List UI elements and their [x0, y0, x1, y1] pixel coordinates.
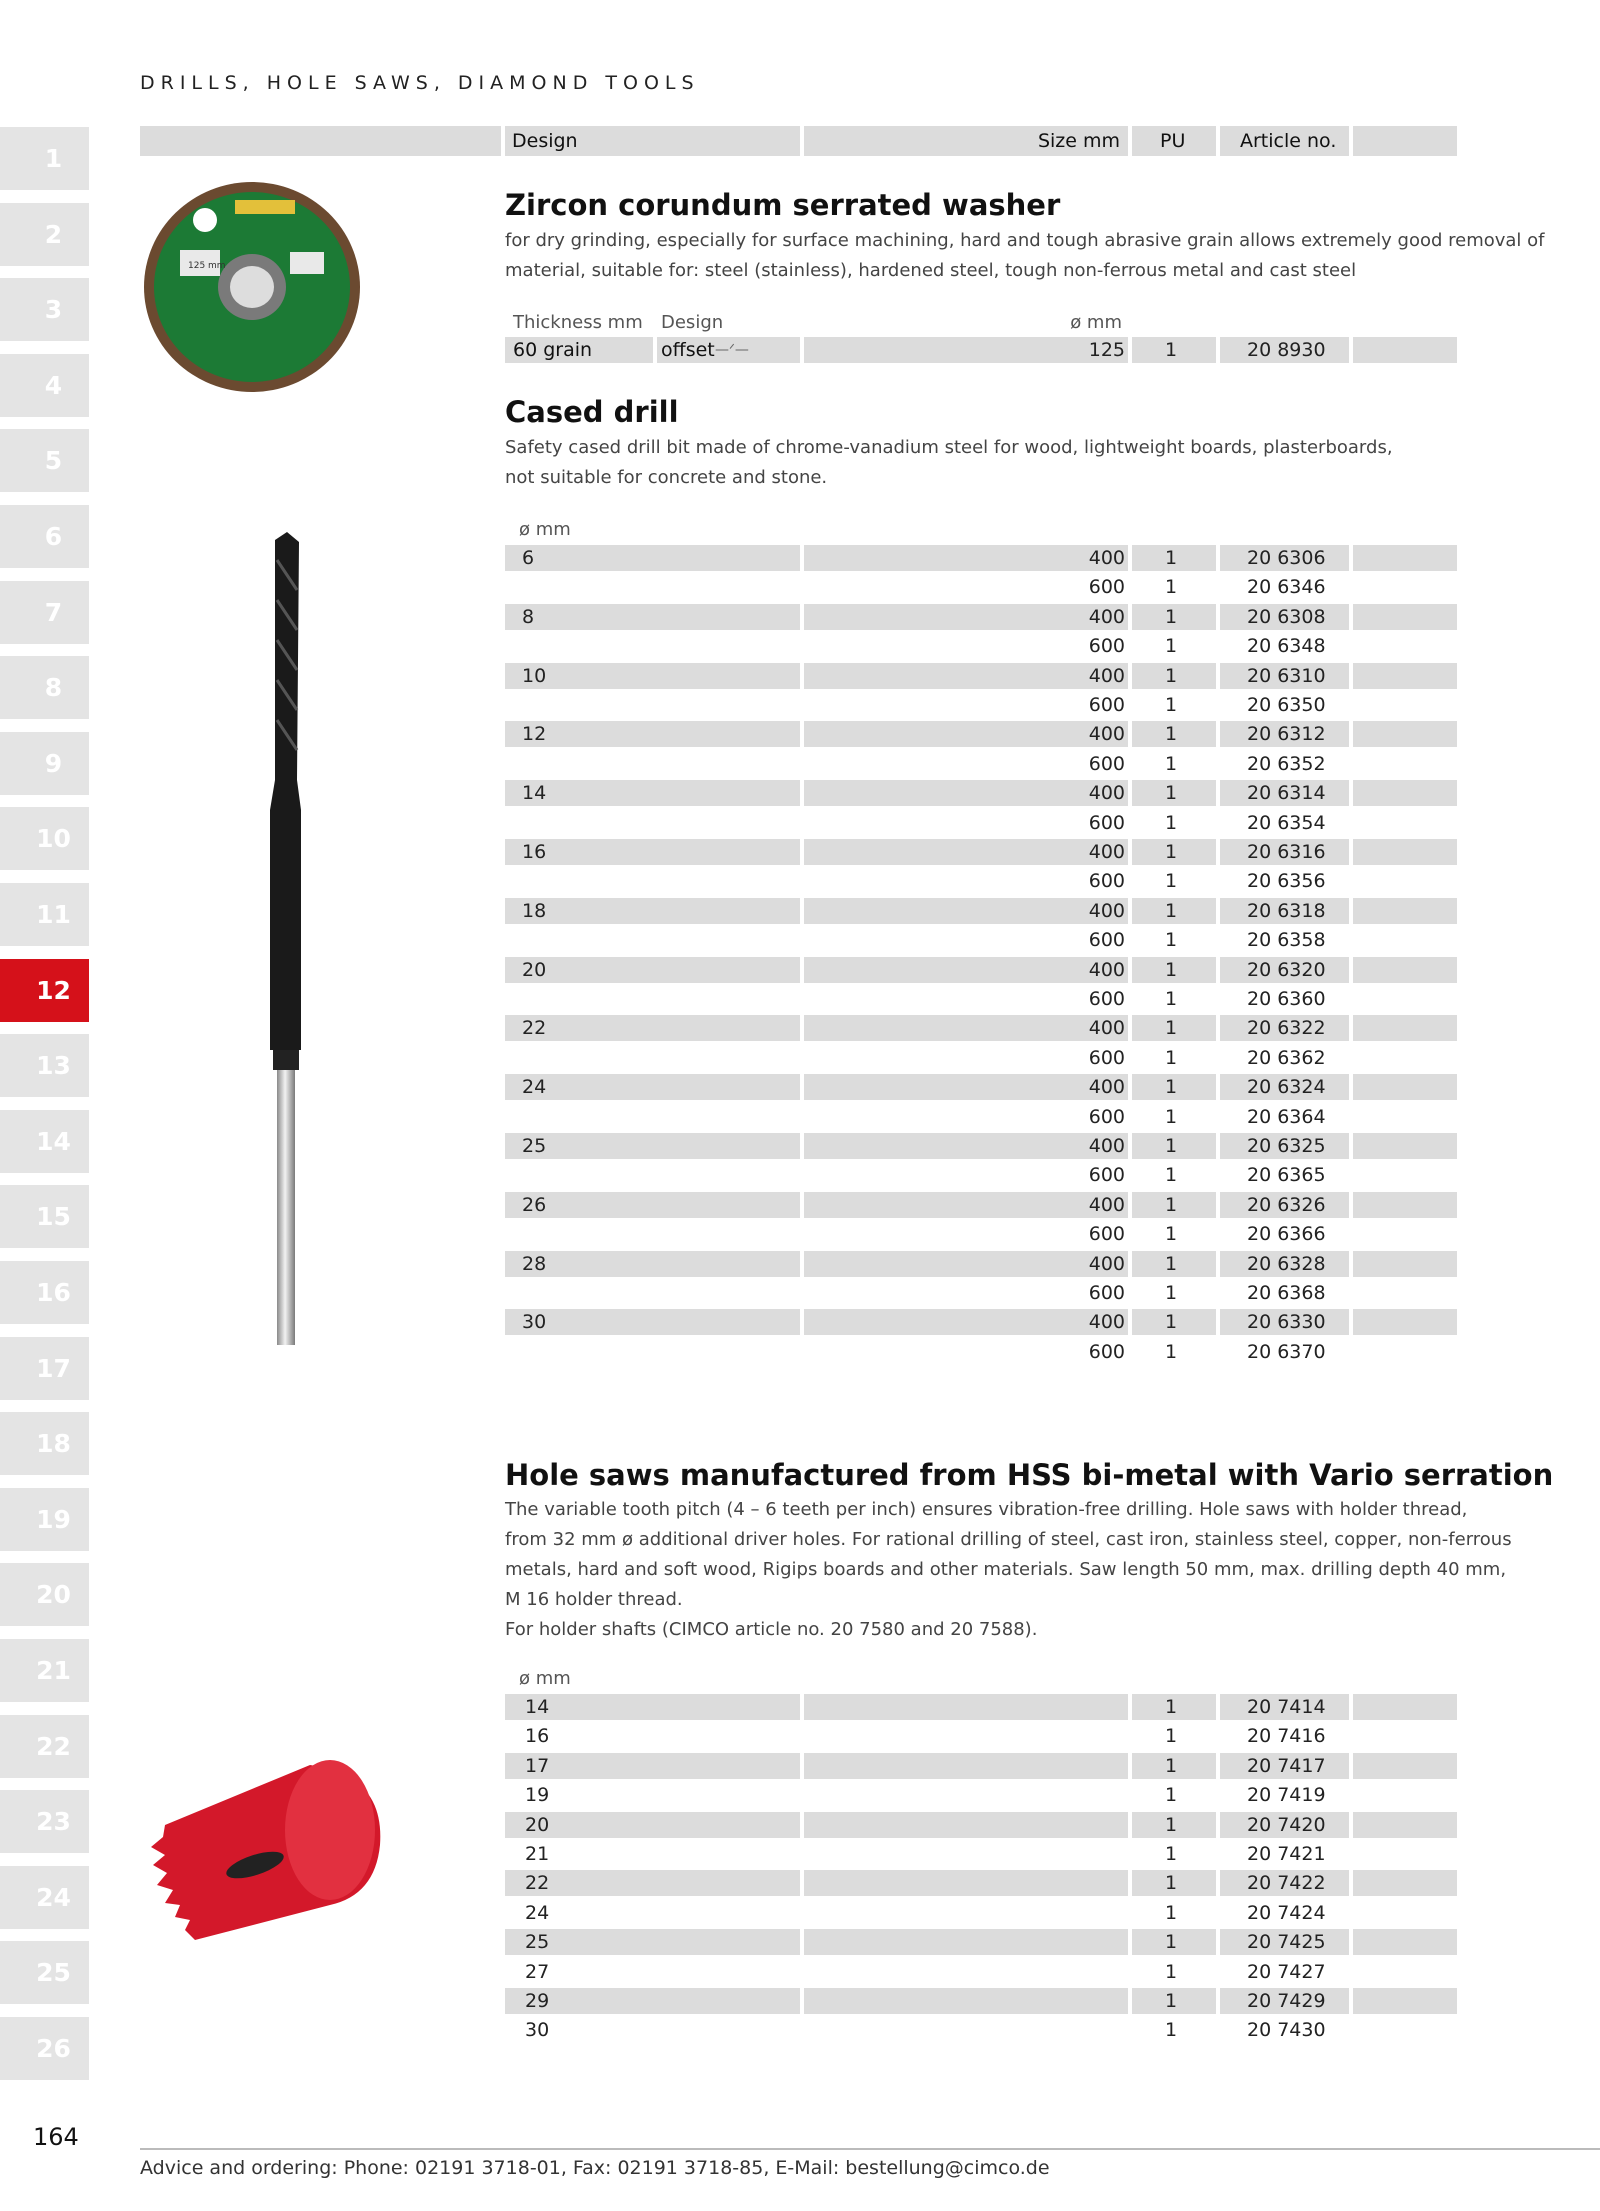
cell-dia: 29 [525, 1990, 550, 2012]
cell-size: 400 [1088, 1017, 1125, 1040]
table-row [505, 663, 1457, 689]
cell-design: offset [661, 339, 715, 361]
chapter-tab-14[interactable]: 14 [0, 1110, 89, 1173]
table-row [505, 1192, 1457, 1218]
cell-pu: 1 [1165, 988, 1178, 1010]
chapter-tab-11[interactable]: 11 [0, 883, 89, 946]
cell-article: 20 7421 [1247, 1843, 1326, 1865]
cell-pu: 1 [1165, 1076, 1178, 1099]
cell-pu: 1 [1165, 1990, 1178, 2012]
cell-size: 600 [1088, 988, 1125, 1010]
chapter-tab-26[interactable]: 26 [0, 2017, 89, 2080]
table-row [505, 1694, 1457, 1720]
cell-article: 20 7417 [1247, 1754, 1326, 1777]
chapter-tab-8[interactable]: 8 [0, 656, 89, 719]
cell-article: 20 6324 [1247, 1076, 1326, 1099]
table-row [505, 1309, 1457, 1335]
chapter-tab-24[interactable]: 24 [0, 1866, 89, 1929]
cell-article: 20 7424 [1247, 1901, 1326, 1924]
table-row [505, 1221, 1457, 1247]
cell-article: 20 6325 [1247, 1135, 1326, 1157]
cell-dia: 14 [522, 782, 547, 805]
header-design: Design [512, 130, 578, 152]
cell-article: 20 6328 [1247, 1252, 1326, 1275]
cell-dia: 30 [525, 2019, 550, 2042]
cell-article: 20 6354 [1247, 811, 1326, 834]
cell-article: 20 6306 [1247, 547, 1326, 569]
cell-pu: 1 [1165, 1105, 1178, 1128]
cell-dia: 16 [522, 841, 547, 863]
chapter-tab-12[interactable]: 12 [0, 959, 89, 1022]
offset-symbol-icon: —ᐟ— [715, 342, 749, 358]
cell-pu: 1 [1165, 1282, 1178, 1304]
cell-dia: 19 [525, 1784, 550, 1807]
table-row [505, 1900, 1457, 1926]
table-row [505, 1929, 1457, 1955]
table-row [505, 927, 1457, 953]
chapter-tab-25[interactable]: 25 [0, 1941, 89, 2004]
cell-pu: 1 [1165, 870, 1178, 893]
cell-size: 600 [1088, 1164, 1125, 1187]
cell-article: 20 6310 [1247, 664, 1326, 687]
header-divider [800, 126, 804, 156]
footer-divider [140, 2148, 1600, 2150]
cell-article: 20 7419 [1247, 1784, 1326, 1807]
page-number: 164 [33, 2123, 79, 2151]
cell-pu: 1 [1165, 1960, 1178, 1983]
table-row [505, 1015, 1457, 1041]
cell-size: 400 [1088, 723, 1125, 746]
footer-contact: Advice and ordering: Phone: 02191 3718-01, Fax: 02191 3718-85, E-Mail: bestellung@cimco.de [140, 2157, 1050, 2179]
chapter-tab-19[interactable]: 19 [0, 1488, 89, 1551]
cell-article: 20 7427 [1247, 1960, 1326, 1983]
cell-dia: 22 [525, 1872, 550, 1895]
cell-dia: 20 [525, 1813, 550, 1836]
cell-article: 20 6360 [1247, 988, 1326, 1010]
cell-size: 400 [1088, 841, 1125, 863]
cell-article: 20 6370 [1247, 1340, 1326, 1363]
chapter-tab-16[interactable]: 16 [0, 1261, 89, 1324]
cell-size: 600 [1088, 1282, 1125, 1304]
cell-pu: 1 [1165, 664, 1178, 687]
drill-title: Cased drill [505, 395, 679, 429]
cell-dia: 12 [522, 723, 547, 746]
cell-pu: 1 [1165, 1725, 1178, 1748]
table-row [505, 1162, 1457, 1188]
table-row [505, 1074, 1457, 1100]
chapter-tab-6[interactable]: 6 [0, 505, 89, 568]
table-row [505, 1339, 1457, 1365]
cell-pu: 1 [1165, 1340, 1178, 1363]
cell-dia: 125 [1088, 339, 1125, 361]
disc-label: 125 mm [188, 261, 226, 271]
header-divider [1216, 126, 1220, 156]
cell-size: 400 [1088, 782, 1125, 805]
cell-size: 600 [1088, 1046, 1125, 1069]
cell-pu: 1 [1165, 723, 1178, 746]
cell-dia: 25 [522, 1135, 547, 1157]
chapter-tab-4[interactable]: 4 [0, 354, 89, 417]
cell-size: 400 [1088, 899, 1125, 922]
cell-size: 400 [1088, 664, 1125, 687]
cell-size: 400 [1088, 1311, 1125, 1334]
cell-size: 400 [1088, 605, 1125, 628]
chapter-tab-5[interactable]: 5 [0, 429, 89, 492]
washer-col-dia: ø mm [1070, 312, 1122, 333]
header-divider [1349, 126, 1353, 156]
holesaw-col-dia: ø mm [519, 1668, 571, 1689]
cell-pu: 1 [1165, 2019, 1178, 2042]
cell-pu: 1 [1165, 1164, 1178, 1187]
cell-article: 20 7429 [1247, 1990, 1326, 2012]
cell-pu: 1 [1165, 339, 1178, 361]
cell-pu: 1 [1165, 1872, 1178, 1895]
cell-article: 20 6362 [1247, 1046, 1326, 1069]
cell-dia: 24 [525, 1901, 550, 1924]
chapter-tab-21[interactable]: 21 [0, 1639, 89, 1702]
cell-pu: 1 [1165, 841, 1178, 863]
cell-pu: 1 [1165, 1784, 1178, 1807]
section-caption: DRILLS, HOLE SAWS, DIAMOND TOOLS [140, 72, 700, 94]
cell-size: 600 [1088, 1223, 1125, 1246]
table-row [505, 1782, 1457, 1808]
cell-size: 400 [1088, 1252, 1125, 1275]
cell-article: 20 6350 [1247, 694, 1326, 716]
cell-size: 600 [1088, 929, 1125, 952]
table-row [505, 898, 1457, 924]
table-row [505, 1104, 1457, 1130]
header-article: Article no. [1240, 130, 1337, 152]
table-row [505, 574, 1457, 600]
table-row [505, 1251, 1457, 1277]
table-row [505, 1988, 1457, 2014]
holesaw-desc-line: M 16 holder thread. [505, 1589, 683, 1610]
cell-dia: 24 [522, 1076, 547, 1099]
cell-article: 20 6366 [1247, 1223, 1326, 1246]
cell-thickness: 60 grain [513, 339, 593, 361]
cell-dia: 21 [525, 1843, 550, 1865]
cell-article: 20 6368 [1247, 1282, 1326, 1304]
cell-pu: 1 [1165, 635, 1178, 658]
cell-article: 20 8930 [1247, 339, 1326, 361]
cell-article: 20 6348 [1247, 635, 1326, 658]
washer-col-thickness: Thickness mm [513, 312, 643, 333]
flap-disc-image [140, 180, 365, 395]
washer-title: Zircon corundum serrated washer [505, 188, 1061, 222]
cell-dia: 26 [522, 1193, 547, 1216]
table-row [505, 1723, 1457, 1749]
cell-size: 600 [1088, 635, 1125, 658]
table-row [505, 1753, 1457, 1779]
header-divider [501, 126, 505, 156]
cell-dia: 30 [522, 1311, 547, 1334]
cell-pu: 1 [1165, 1311, 1178, 1334]
cell-pu: 1 [1165, 782, 1178, 805]
cell-dia: 8 [522, 605, 535, 628]
cell-article: 20 6346 [1247, 576, 1326, 599]
table-row [505, 1870, 1457, 1896]
chapter-tab-23[interactable]: 23 [0, 1790, 89, 1853]
cell-article: 20 6312 [1247, 723, 1326, 746]
drill-col-dia: ø mm [519, 519, 571, 540]
chapter-tab-15[interactable]: 15 [0, 1185, 89, 1248]
cell-dia: 16 [525, 1725, 550, 1748]
cell-article: 20 7420 [1247, 1813, 1326, 1836]
table-row [505, 2017, 1457, 2043]
chapter-tab-7[interactable]: 7 [0, 581, 89, 644]
table-row [505, 1133, 1457, 1159]
cell-pu: 1 [1165, 576, 1178, 599]
cell-article: 20 6322 [1247, 1017, 1326, 1040]
cell-dia: 14 [525, 1696, 550, 1718]
cell-size: 400 [1088, 958, 1125, 981]
table-row [505, 839, 1457, 865]
cell-pu: 1 [1165, 1754, 1178, 1777]
cell-article: 20 6326 [1247, 1193, 1326, 1216]
cell-size: 600 [1088, 870, 1125, 893]
chapter-tab-17[interactable]: 17 [0, 1337, 89, 1400]
cell-dia: 10 [522, 664, 547, 687]
cell-pu: 1 [1165, 547, 1178, 569]
chapter-tab-2[interactable]: 2 [0, 203, 89, 266]
cell-pu: 1 [1165, 1252, 1178, 1275]
cell-pu: 1 [1165, 1813, 1178, 1836]
cell-article: 20 6320 [1247, 958, 1326, 981]
cell-dia: 20 [522, 958, 547, 981]
cell-dia: 18 [522, 899, 547, 922]
table-row [505, 1841, 1457, 1867]
cell-article: 20 7422 [1247, 1872, 1326, 1895]
cell-size: 600 [1088, 1105, 1125, 1128]
cell-dia: 28 [522, 1252, 547, 1275]
washer-desc-2: material, suitable for: steel (stainless), hardened steel, tough non-ferrous metal and cast steel [505, 260, 1357, 281]
hole-saw-image [135, 1755, 385, 1955]
table-row [505, 633, 1457, 659]
cell-article: 20 6330 [1247, 1311, 1326, 1334]
cell-article: 20 7414 [1247, 1696, 1326, 1718]
cell-size: 400 [1088, 1076, 1125, 1099]
cell-article: 20 7430 [1247, 2019, 1326, 2042]
cased-drill-image [255, 530, 315, 1345]
cell-pu: 1 [1165, 1696, 1178, 1718]
cell-pu: 1 [1165, 605, 1178, 628]
cell-pu: 1 [1165, 1017, 1178, 1040]
chapter-tab-18[interactable]: 18 [0, 1412, 89, 1475]
washer-desc-1: for dry grinding, especially for surface machining, hard and tough abrasive grain allows extremely good removal of [505, 230, 1545, 251]
holesaw-desc-line: The variable tooth pitch (4 – 6 teeth per inch) ensures vibration-free drilling. Hole saws with holder thread, [505, 1499, 1468, 1520]
cell-dia: 17 [525, 1754, 550, 1777]
holesaw-title: Hole saws manufactured from HSS bi-metal with Vario serration [505, 1458, 1554, 1492]
cell-size: 600 [1088, 811, 1125, 834]
cell-size: 400 [1088, 1193, 1125, 1216]
cell-pu: 1 [1165, 1901, 1178, 1924]
cell-article: 20 6316 [1247, 841, 1326, 863]
cell-article: 20 7416 [1247, 1725, 1326, 1748]
cell-dia: 25 [525, 1931, 550, 1954]
chapter-tab-22[interactable]: 22 [0, 1715, 89, 1778]
chapter-tab-3[interactable]: 3 [0, 278, 89, 341]
cell-pu: 1 [1165, 899, 1178, 922]
table-row [505, 868, 1457, 894]
cell-pu: 1 [1165, 694, 1178, 716]
cell-article: 20 6364 [1247, 1105, 1326, 1128]
header-size: Size mm [1037, 130, 1120, 152]
cell-pu: 1 [1165, 811, 1178, 834]
cell-size: 600 [1088, 576, 1125, 599]
chapter-tab-9[interactable]: 9 [0, 732, 89, 795]
cell-dia: 22 [522, 1017, 547, 1040]
chapter-tab-13[interactable]: 13 [0, 1034, 89, 1097]
cell-article: 20 6318 [1247, 899, 1326, 922]
cell-pu: 1 [1165, 958, 1178, 981]
table-row [505, 604, 1457, 630]
table-row [505, 1280, 1457, 1306]
cell-size: 400 [1088, 1135, 1125, 1157]
cell-article: 20 6356 [1247, 870, 1326, 893]
table-row [505, 1045, 1457, 1071]
cell-pu: 1 [1165, 1135, 1178, 1157]
header-divider [1128, 126, 1132, 156]
washer-col-design: Design [661, 312, 724, 333]
drill-desc-2: not suitable for concrete and stone. [505, 467, 828, 488]
table-row [505, 810, 1457, 836]
cell-pu: 1 [1165, 752, 1178, 775]
cell-size: 600 [1088, 1340, 1125, 1363]
table-row [505, 751, 1457, 777]
cell-pu: 1 [1165, 1931, 1178, 1954]
cell-pu: 1 [1165, 1223, 1178, 1246]
table-row [505, 1959, 1457, 1985]
holesaw-desc-line: For holder shafts (CIMCO article no. 20 7580 and 20 7588). [505, 1619, 1038, 1640]
cell-pu: 1 [1165, 1193, 1178, 1216]
table-row [505, 545, 1457, 571]
table-row [505, 1812, 1457, 1838]
cell-size: 600 [1088, 694, 1125, 716]
holesaw-desc-line: metals, hard and soft wood, Rigips boards and other materials. Saw length 50 mm, max. drilling depth 40 mm, [505, 1559, 1507, 1580]
cell-pu: 1 [1165, 929, 1178, 952]
cell-article: 20 6308 [1247, 605, 1326, 628]
cell-article: 20 7425 [1247, 1931, 1326, 1954]
cell-size: 400 [1088, 547, 1125, 569]
cell-dia: 6 [522, 547, 535, 569]
cell-article: 20 6314 [1247, 782, 1326, 805]
table-row [505, 986, 1457, 1012]
chapter-tab-1[interactable]: 1 [0, 127, 89, 190]
holesaw-desc-line: from 32 mm ø additional driver holes. For rational drilling of steel, cast iron, stainless steel, copper, non-ferrous [505, 1529, 1512, 1550]
chapter-tab-10[interactable]: 10 [0, 807, 89, 870]
cell-pu: 1 [1165, 1046, 1178, 1069]
chapter-tab-20[interactable]: 20 [0, 1563, 89, 1626]
table-row [505, 780, 1457, 806]
cell-size: 600 [1088, 752, 1125, 775]
cell-article: 20 6365 [1247, 1164, 1326, 1187]
header-pu: PU [1160, 130, 1186, 152]
table-row [505, 721, 1457, 747]
table-row [505, 337, 1457, 363]
cell-dia: 27 [525, 1960, 550, 1983]
table-row [505, 692, 1457, 718]
table-row [505, 957, 1457, 983]
drill-desc-1: Safety cased drill bit made of chrome-vanadium steel for wood, lightweight boards, plasterboards, [505, 437, 1393, 458]
cell-article: 20 6358 [1247, 929, 1326, 952]
cell-article: 20 6352 [1247, 752, 1326, 775]
cell-pu: 1 [1165, 1843, 1178, 1865]
